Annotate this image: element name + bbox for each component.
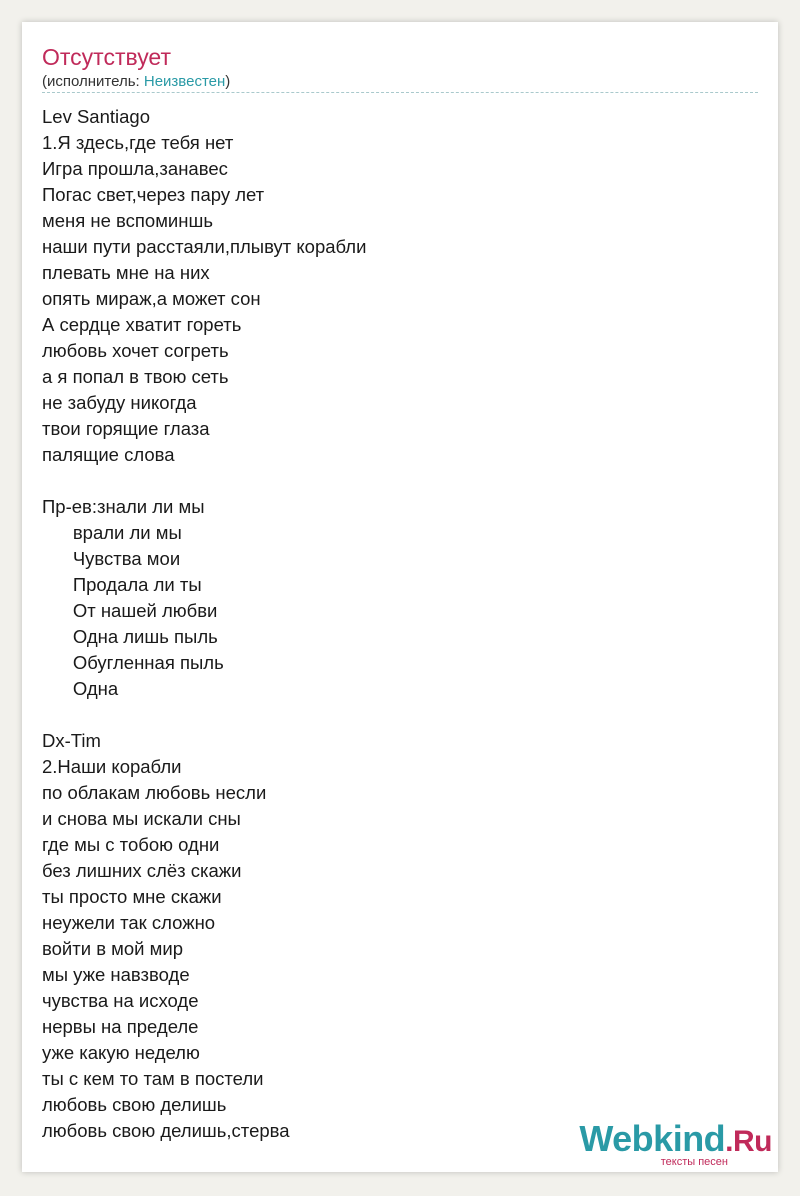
lyric-line: чувства на исходе <box>42 990 199 1011</box>
logo-suffix: .Ru <box>725 1125 772 1158</box>
lyric-line: Чувства мои <box>42 548 181 569</box>
logo-main-text: Webkind <box>579 1118 726 1159</box>
lyric-line: не забуду никогда <box>42 392 197 413</box>
lyric-line: и снова мы искали сны <box>42 808 241 829</box>
lyric-line: 2.Наши корабли <box>42 756 182 777</box>
lyric-line: От нашей любви <box>42 600 218 621</box>
song-title: Отсутствует <box>42 44 171 70</box>
lyric-line: врали ли мы <box>42 522 182 543</box>
lyric-line: опять мираж,а может сон <box>42 288 261 309</box>
lyric-line: Одна <box>42 678 119 699</box>
lyric-line: наши пути расстаяли,плывут корабли <box>42 236 367 257</box>
lyrics-sheet <box>22 22 778 1172</box>
lyric-line: Погас свет,через пару лет <box>42 184 265 205</box>
lyric-line: Обугленная пыль <box>42 652 224 673</box>
lyric-line: меня не вспоминшь <box>42 210 213 231</box>
lyric-blank-line <box>42 468 742 494</box>
lyric-blank-line <box>42 702 742 728</box>
lyric-line: любовь свою делишь <box>42 1094 227 1115</box>
lyric-line: плевать мне на них <box>42 262 210 283</box>
lyric-line: любовь хочет согреть <box>42 340 229 361</box>
artist-line <box>42 72 230 92</box>
logo-wordmark <box>579 1118 772 1160</box>
lyric-line: где мы с тобою одни <box>42 834 220 855</box>
lyric-line: неужели так сложно <box>42 912 216 933</box>
lyric-line: Lev Santiago <box>42 106 151 127</box>
lyric-line: по облакам любовь несли <box>42 782 267 803</box>
site-logo[interactable] <box>579 1118 772 1168</box>
lyric-line: войти в мой мир <box>42 938 183 959</box>
lyric-line: без лишних слёз скажи <box>42 860 242 881</box>
lyrics-body <box>42 104 742 1144</box>
lyric-line: А сердце хватит гореть <box>42 314 242 335</box>
lyric-line: твои горящие глаза <box>42 418 210 439</box>
lyric-line: а я попал в твою сеть <box>42 366 229 387</box>
lyric-line: мы уже навзводе <box>42 964 190 985</box>
artist-link[interactable]: Неизвестен <box>143 73 226 90</box>
lyric-line: ты с кем то там в постели <box>42 1068 264 1089</box>
lyric-line: нервы на пределе <box>42 1016 199 1037</box>
lyric-line: ты просто мне скажи <box>42 886 222 907</box>
lyric-line: уже какую неделю <box>42 1042 200 1063</box>
lyric-line: Одна лишь пыль <box>42 626 218 647</box>
lyric-line: Dx-Tim <box>42 730 101 751</box>
logo-tagline: тексты песен <box>660 1156 728 1168</box>
lyric-line: Игра прошла,занавес <box>42 158 228 179</box>
artist-prefix: (исполнитель: <box>42 73 144 90</box>
lyric-line: палящие слова <box>42 444 175 465</box>
lyric-line: Продала ли ты <box>42 574 202 595</box>
lyric-line: любовь свою делишь,стерва <box>42 1120 290 1141</box>
lyric-line: Пр-ев:знали ли мы <box>42 496 205 517</box>
header-divider <box>42 92 758 93</box>
lyric-line: 1.Я здесь,где тебя нет <box>42 132 234 153</box>
artist-suffix: ) <box>225 73 231 90</box>
